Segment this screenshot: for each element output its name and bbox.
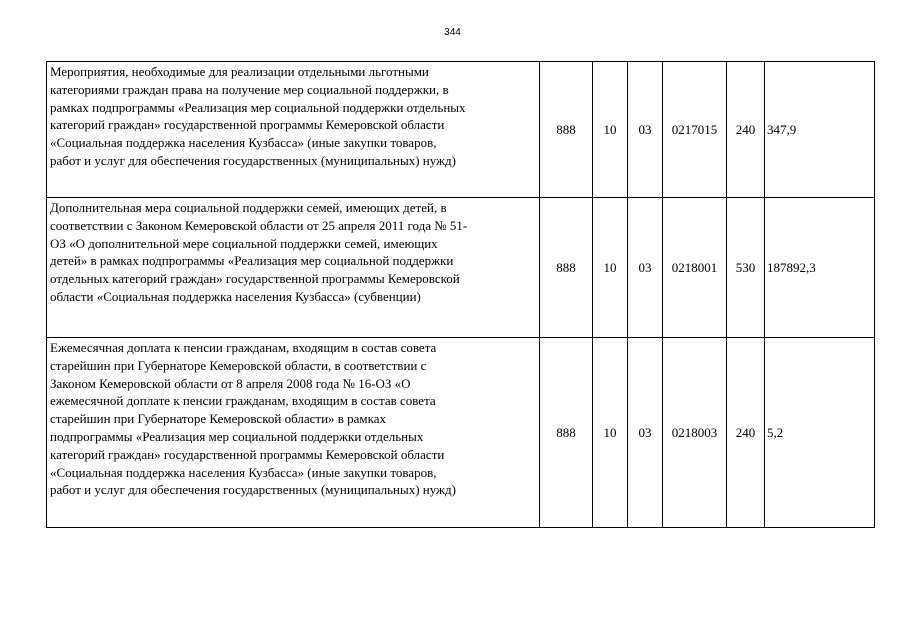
section-code: 10 (593, 338, 628, 528)
row-description (47, 198, 540, 338)
description-line: соответствии с Законом Кемеровской области от 25 апреля 2011 года № 51- (50, 217, 468, 233)
description-line: отдельных категорий граждан» государственной программы Кемеровской (50, 271, 460, 287)
description-line: «Социальная поддержка населения Кузбасса» (иные закупки товаров, (50, 464, 437, 480)
description-line: категорий граждан» государственной программы Кемеровской области (50, 446, 445, 462)
description-line: работ и услуг для обеспечения государственных (муниципальных) нужд) (50, 152, 456, 168)
amount: 347,9 (765, 62, 875, 198)
subsection-code: 03 (628, 62, 663, 198)
ministry-code: 888 (540, 62, 593, 198)
description-line: Ежемесячная доплата к пенсии гражданам, входящим в состав совета (50, 340, 437, 355)
amount: 5,2 (765, 338, 875, 528)
target-item-code: 0217015 (663, 62, 727, 198)
description-line: старейшин при Губернаторе Кемеровской области» в рамках (50, 411, 387, 427)
expense-type-code: 240 (727, 62, 765, 198)
budget-table (46, 61, 875, 528)
description-line: ОЗ «О дополнительной мере социальной поддержки семей, имеющих (50, 235, 438, 251)
row-description (47, 338, 540, 528)
expense-type-code: 240 (727, 338, 765, 528)
expense-type-code: 530 (727, 198, 765, 338)
section-code: 10 (593, 198, 628, 338)
description-line: подпрограммы «Реализация мер социальной поддержки отдельных (50, 428, 424, 444)
description-line: работ и услуг для обеспечения государственных (муниципальных) нужд) (50, 482, 456, 498)
description-line: категориями граждан права на получение мер социальной поддержки, в (50, 81, 449, 97)
target-item-code: 0218001 (663, 198, 727, 338)
page-number: 344 (444, 27, 461, 38)
description-line: рамках подпрограммы «Реализация мер социальной поддержки отдельных (50, 99, 466, 115)
description-line: Законом Кемеровской области от 8 апреля 2008 года № 16-ОЗ «О (50, 375, 411, 391)
table-row (47, 62, 875, 198)
row-description (47, 62, 540, 198)
amount: 187892,3 (765, 198, 875, 338)
section-code: 10 (593, 62, 628, 198)
description-line: области «Социальная поддержка населения Кузбасса» (субвенции) (50, 288, 421, 304)
subsection-code: 03 (628, 338, 663, 528)
ministry-code: 888 (540, 338, 593, 528)
description-line: детей» в рамках подпрограммы «Реализация мер социальной поддержки (50, 253, 454, 269)
subsection-code: 03 (628, 198, 663, 338)
table-row (47, 198, 875, 338)
target-item-code: 0218003 (663, 338, 727, 528)
ministry-code: 888 (540, 198, 593, 338)
table-row (47, 338, 875, 528)
description-line: ежемесячной доплате к пенсии гражданам, входящим в состав совета (50, 393, 436, 409)
description-line: категорий граждан» государственной программы Кемеровской области (50, 117, 445, 133)
description-line: Мероприятия, необходимые для реализации отдельными льготными (50, 64, 429, 79)
description-line: Дополнительная мера социальной поддержки семей, имеющих детей, в (50, 200, 447, 215)
description-line: старейшин при Губернаторе Кемеровской области, в соответствии с (50, 357, 427, 373)
description-line: «Социальная поддержка населения Кузбасса» (иные закупки товаров, (50, 135, 437, 151)
